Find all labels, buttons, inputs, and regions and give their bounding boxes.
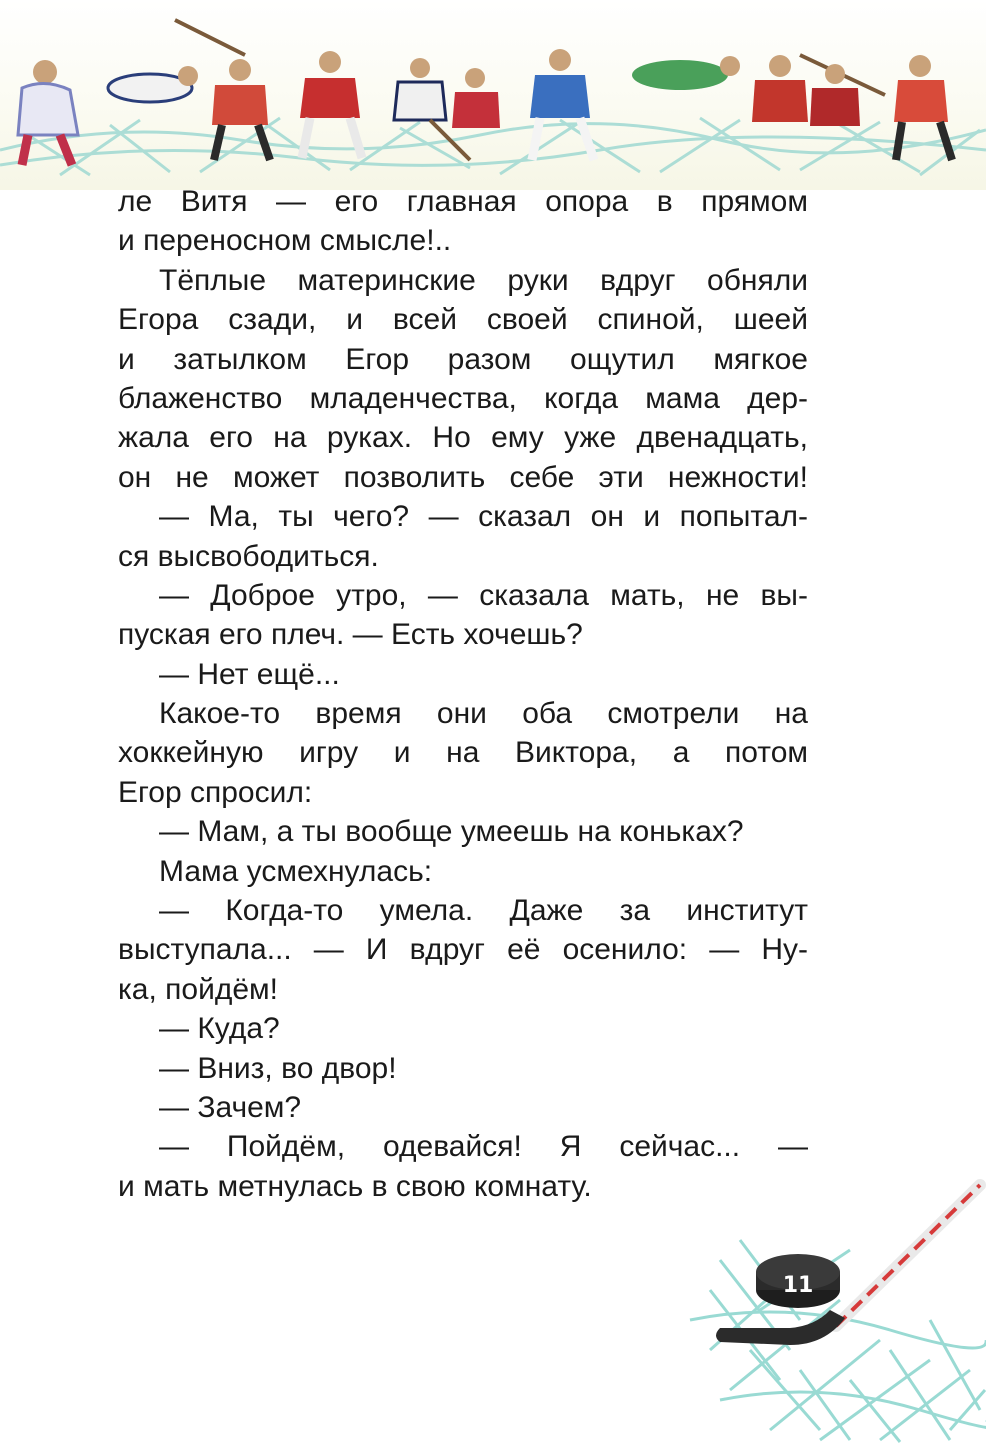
text-line: выступала... — И вдруг её осенило: — Ну-: [118, 933, 808, 967]
text-line: ся высвободиться.: [118, 539, 379, 573]
text-line: — Ма, ты чего? — сказал он и попытал-: [159, 500, 808, 534]
text-line: — Мам, а ты вообще умеешь на коньках?: [159, 815, 744, 849]
text-line: Какое-то время они оба смотрели на: [159, 697, 808, 731]
text-line: — Нет ещё...: [159, 657, 340, 691]
page-number: 11: [782, 1273, 814, 1298]
hockey-stick-puck-icon: [650, 1150, 986, 1447]
text-line: — Вниз, во двор!: [159, 1051, 397, 1085]
text-line: и мать метнулась в свою комнату.: [118, 1169, 592, 1203]
text-line: — Пойдём, одевайся! Я сейчас... —: [159, 1130, 808, 1164]
text-line: — Зачем?: [159, 1090, 302, 1124]
text-line: и затылком Егор разом ощутил мягкое: [118, 342, 808, 376]
text-line: Егора сзади, и всей своей спиной, шеей: [118, 303, 808, 337]
text-line: пуская его плеч. — Есть хочешь?: [118, 618, 583, 652]
body-text: [118, 182, 808, 1206]
text-line: — Доброе утро, — сказала мать, не вы-: [159, 578, 808, 612]
hockey-players-frieze-icon: [0, 0, 986, 190]
text-line: жала его на руках. Но ему уже двенадцать,: [118, 421, 808, 455]
text-line: он не может позволить себе эти нежности!: [118, 460, 808, 494]
text-line: хоккейную игру и на Виктора, а потом: [118, 736, 808, 770]
text-line: — Куда?: [159, 1012, 280, 1046]
text-line: Тёплые материнские руки вдруг обняли: [159, 263, 808, 297]
text-line: ле Витя — его главная опора в прямом: [118, 185, 808, 218]
text-line: — Когда-то умела. Даже за институт: [159, 894, 808, 928]
text-line: Мама усмехнулась:: [159, 854, 433, 888]
text-line: ка, пойдём!: [118, 972, 278, 1006]
text-line: Егор спросил:: [118, 775, 313, 809]
footer-decoration: [650, 1150, 986, 1447]
text-line: блаженство младенчества, когда мама дер-: [118, 381, 808, 415]
text-line: и переносном смысле!..: [118, 224, 452, 258]
header-illustration: [0, 0, 986, 190]
